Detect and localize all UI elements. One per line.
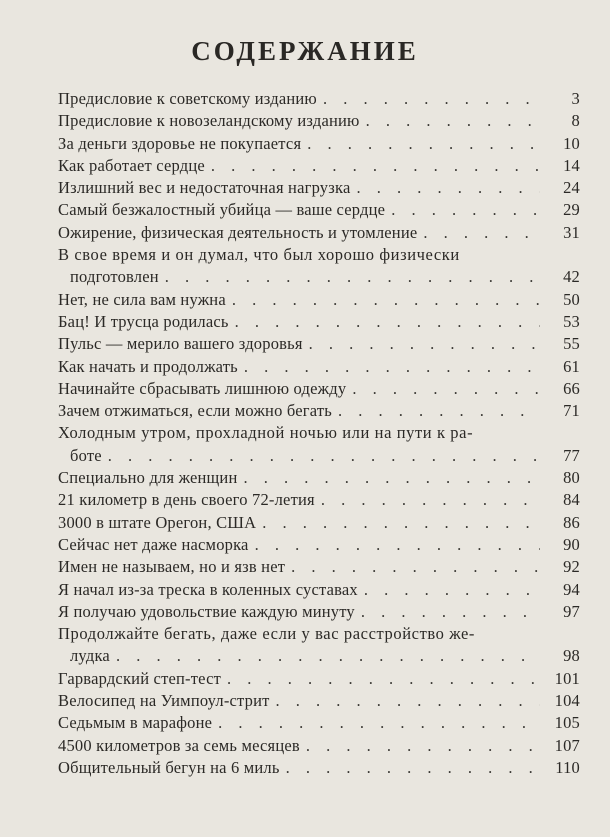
dot-leader [116, 645, 540, 667]
toc-entry-page-number: 92 [563, 557, 580, 577]
toc-entry-title-continuation: боте [70, 445, 102, 465]
toc-entry-page-number: 84 [563, 490, 580, 510]
toc-entry [58, 289, 580, 311]
toc-entry-page-number: 105 [554, 713, 580, 733]
toc-entry-page-number: 71 [563, 401, 580, 421]
dot-leader [321, 489, 540, 511]
toc-entry-page-number: 42 [563, 267, 580, 287]
toc-entry-title: Самый безжалостный убийца — ваше сердце [58, 200, 386, 220]
toc-entry [58, 668, 580, 690]
toc-entry [58, 378, 580, 400]
dot-leader [323, 88, 540, 110]
toc-entry [58, 155, 580, 177]
dot-leader [232, 289, 540, 311]
dot-leader [227, 668, 540, 690]
toc-entry-title: Излишний вес и недостаточная нагрузка [58, 178, 351, 198]
dot-leader [338, 400, 540, 422]
dot-leader [218, 712, 540, 734]
toc-entry-title: Как работает сердце [58, 155, 205, 175]
toc-entry [58, 244, 580, 289]
toc-entry-title: Предисловие к советскому изданию [58, 89, 317, 108]
dot-leader [211, 155, 540, 177]
toc-entry-title: Продолжайте бегать, даже если у вас расстройство же- [58, 624, 476, 644]
toc-entry-page-number: 61 [563, 356, 580, 376]
dot-leader [364, 579, 540, 601]
toc-entry-page-number: 66 [563, 378, 580, 398]
toc-entry [58, 177, 580, 199]
dot-leader [165, 266, 540, 288]
toc-entry-page-number: 29 [563, 200, 580, 220]
toc-entry [58, 512, 580, 534]
toc-entry-title: За деньги здоровье не покупается [58, 133, 302, 153]
toc-entry [58, 534, 580, 556]
toc-entry-page-number: 104 [554, 691, 580, 711]
toc-entry-title: Седьмым в марафоне [58, 713, 213, 733]
toc-entry-page-number: 94 [563, 579, 580, 599]
toc-entry [58, 467, 580, 489]
toc-entry-title: Пульс — мерило вашего здоровья [58, 334, 303, 354]
dot-leader [244, 467, 541, 489]
toc-entry [58, 311, 580, 333]
toc-entry [58, 222, 580, 244]
dot-leader [366, 110, 540, 132]
toc-entry-title: Как начать и продолжать [58, 356, 238, 376]
toc-entry-page-number: 86 [563, 512, 580, 532]
toc-entry-page-number: 90 [563, 534, 580, 554]
toc-entry [58, 623, 580, 668]
toc-entry-title: Зачем отжиматься, если можно бегать [58, 401, 332, 421]
dot-leader [352, 378, 540, 400]
toc-entry-page-number: 3 [571, 89, 580, 108]
toc-entry-page-number: 97 [563, 601, 580, 621]
toc-entry [58, 556, 580, 578]
page-title: СОДЕРЖАНИЕ [191, 36, 419, 66]
dot-leader [423, 222, 540, 244]
toc-entry-title: Бац! И трусца родилась [58, 311, 229, 331]
toc-entry [58, 110, 580, 132]
toc-entry-page-number: 101 [554, 668, 580, 688]
toc-entry-title: Гарвардский степ-тест [58, 668, 222, 688]
toc-entry [58, 579, 580, 601]
toc-entry-title-continuation: подготовлен [70, 267, 159, 287]
toc-entry [58, 690, 580, 712]
toc-entry-title: Холодным утром, прохладной ночью или на пути к ра- [58, 423, 474, 443]
toc-entry-title: В свое время и он думал, что был хорошо физически [58, 245, 460, 265]
dot-leader [356, 177, 540, 199]
table-of-contents [58, 88, 580, 779]
toc-entry-title: Имен не называем, но и язв нет [58, 557, 286, 577]
toc-entry [58, 757, 580, 779]
toc-entry-page-number: 77 [563, 445, 580, 465]
toc-entry-title: 4500 километров за семь месяцев [58, 735, 300, 755]
toc-entry-title: Я получаю удовольствие каждую минуту [58, 601, 355, 621]
toc-entry-title: Я начал из-за треска в коленных суставах [58, 579, 358, 599]
toc-entry-title: Велосипед на Уимпоул-стрит [58, 691, 270, 711]
toc-entry [58, 199, 580, 221]
toc-entry-page-number: 14 [563, 155, 580, 175]
toc-entry-page-number: 98 [563, 646, 580, 666]
dot-leader [306, 735, 540, 757]
toc-entry-page-number: 8 [571, 111, 580, 131]
dot-leader [276, 690, 540, 712]
toc-entry-title: Начинайте сбрасывать лишнюю одежду [58, 378, 347, 398]
toc-entry-page-number: 80 [563, 468, 580, 488]
toc-entry-page-number: 10 [563, 133, 580, 153]
toc-entry-title: 3000 в штате Орегон, США [58, 512, 257, 532]
dot-leader [262, 512, 540, 534]
toc-entry-title: Предисловие к новозеландскому изданию [58, 111, 360, 131]
toc-entry-title: Нет, не сила вам нужна [58, 289, 226, 309]
toc-entry [58, 356, 580, 378]
toc-entry [58, 712, 580, 734]
toc-entry-title: 21 километр в день своего 72-летия [58, 490, 315, 510]
toc-entry-page-number: 55 [563, 334, 580, 354]
toc-entry [58, 333, 580, 355]
dot-leader [309, 333, 540, 355]
dot-leader [291, 556, 540, 578]
toc-entry-page-number: 24 [563, 178, 580, 198]
dot-leader [244, 356, 540, 378]
dot-leader [361, 601, 540, 623]
toc-entry-title: Ожирение, физическая деятельность и утомление [58, 222, 418, 242]
dot-leader [391, 199, 540, 221]
toc-entry-page-number: 50 [563, 289, 580, 309]
dot-leader [255, 534, 540, 556]
toc-entry-page-number: 53 [563, 311, 580, 331]
toc-entry [58, 601, 580, 623]
toc-entry [58, 400, 580, 422]
toc-entry [58, 489, 580, 511]
dot-leader [235, 311, 540, 333]
toc-entry-title: Общительный бегун на 6 миль [58, 757, 280, 777]
toc-entry [58, 422, 580, 467]
toc-entry [58, 735, 580, 757]
toc-entry-page-number: 110 [555, 757, 580, 777]
toc-entry-title-continuation: лудка [70, 646, 110, 666]
toc-entry [58, 133, 580, 155]
dot-leader [286, 757, 540, 779]
toc-entry-title: Специально для женщин [58, 468, 238, 488]
toc-entry-page-number: 31 [563, 222, 580, 242]
toc-entry-page-number: 107 [554, 735, 580, 755]
dot-leader [307, 133, 540, 155]
toc-entry-title: Сейчас нет даже насморка [58, 534, 249, 554]
dot-leader [108, 445, 540, 467]
toc-entry [58, 88, 580, 110]
